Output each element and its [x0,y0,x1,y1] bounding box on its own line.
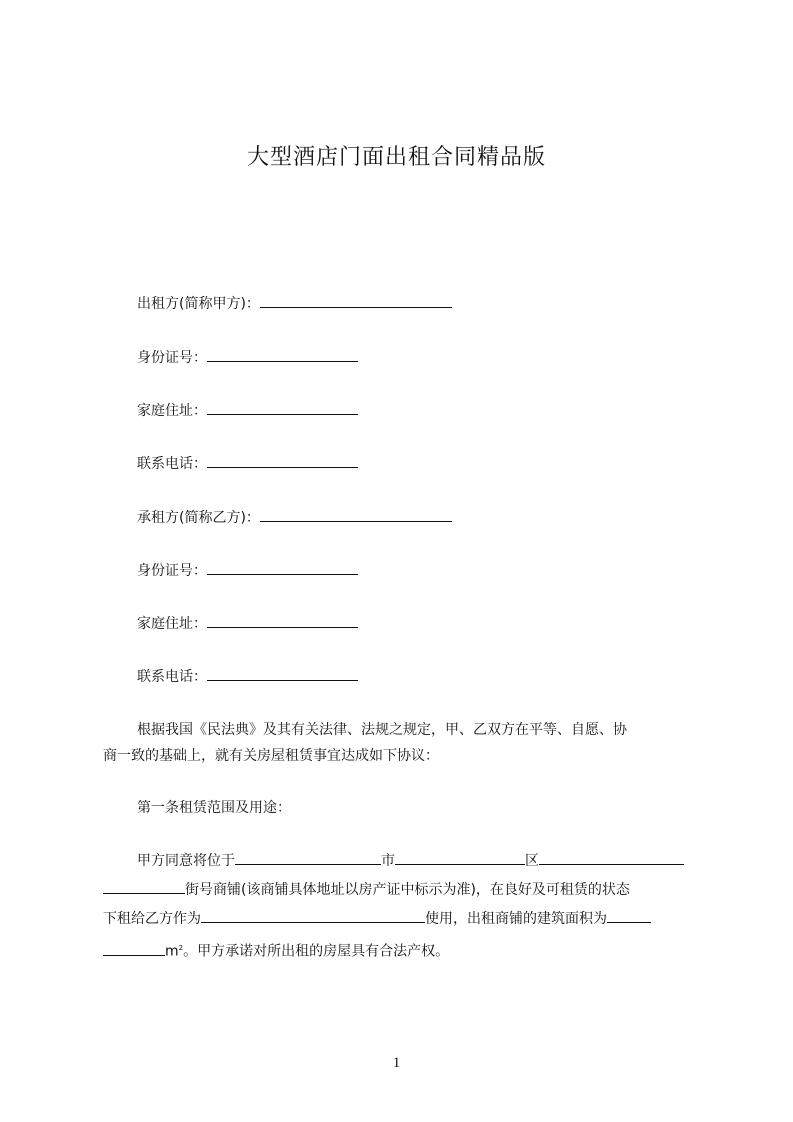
lessee-address-field [137,612,358,634]
section1-line-2 [103,876,700,905]
blank-line [235,849,381,865]
section1-line-4 [103,934,700,967]
field-label: 身份证号： [137,350,207,366]
document-title: 大型酒店门面出租合同精品版 [246,145,546,170]
blank-line [607,907,651,923]
blank-line [207,559,358,575]
blank-line [103,940,165,956]
text-span: 市 [381,853,395,869]
text-span: 下租给乙方作为 [103,911,201,927]
blank-line [207,346,358,362]
unit-m: m [165,943,179,960]
blank-line [207,612,358,628]
lessor-name-field [137,292,452,314]
text-span: 使用，出租商铺的建筑面积为 [425,911,607,927]
section1-line-3 [103,905,700,934]
field-label: 联系电话： [137,456,207,472]
text-span: 街号商铺(该商铺具体地址以房产证中标示为准)，在良好及可租赁的状态 [185,882,630,898]
blank-line [103,878,185,894]
field-label: 承租方(简称乙方)： [137,510,260,526]
lessor-address-field [137,399,358,421]
field-label: 联系电话： [137,669,207,685]
section1-line-1 [103,847,700,876]
page-number: 1 [392,1055,401,1071]
section-heading: 第一条租赁范围及用途： [137,800,291,816]
blank-line [201,907,425,923]
blank-line [207,399,358,415]
text-span: 区 [525,853,539,869]
blank-line [207,665,358,681]
blank-line [539,849,684,865]
blank-line [395,849,525,865]
intro-line-1: 根据我国《民法典》及其有关法律、法规之规定，甲、乙双方在平等、自愿、协 [137,722,627,738]
blank-line [207,452,358,468]
lessee-name-field [137,506,452,528]
text-span: 甲方同意将位于 [137,853,235,869]
intro-line-2: 商一致的基础上，就有关房屋租赁事宜达成如下协议： [103,748,439,764]
lessor-id-field [137,346,358,368]
lessee-phone-field [137,665,358,687]
field-label: 出租方(简称甲方)： [137,296,260,312]
text-span: 。甲方承诺对所出租的房屋具有合法产权。 [183,943,450,960]
field-label: 身份证号： [137,563,207,579]
lessor-phone-field [137,452,358,474]
section1-paragraph [103,847,700,967]
lessee-id-field [137,559,358,581]
blank-line [260,292,452,308]
field-label: 家庭住址： [137,616,207,632]
blank-line [260,506,452,522]
unit-superscript: 2 [178,944,184,952]
intro-paragraph [103,717,700,769]
field-label: 家庭住址： [137,403,207,419]
